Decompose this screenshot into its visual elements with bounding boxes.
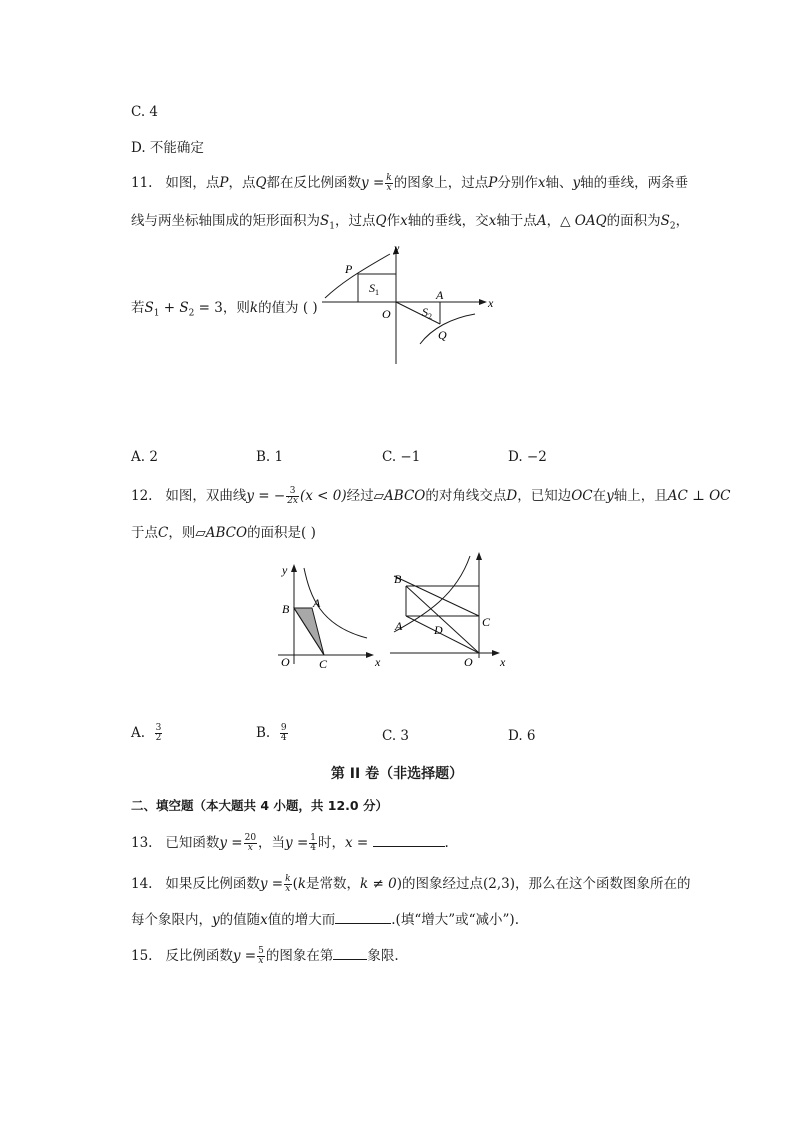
label-d: D [434,623,443,637]
q11-line-3: 若$S_1 + S_2 = 3$，则k的值为 ( ) [131,300,318,319]
label-o: O [382,307,391,321]
q11-option-b: B. 1 [256,449,284,465]
q12-line-1: 12. 如图，双曲线y = − $\frac{3}{2x}$ (x < 0)经过▱ABCO的对角线交点D，已知边OC在y轴上，且AC ⊥ OC [131,486,731,506]
label-o: O [281,655,290,669]
label-a: A [395,619,403,633]
q15-answer-blank[interactable] [333,947,367,960]
q11-line-1: 11. 如图，点P，点Q都在反比例函数y = $\frac{k}{x}$ 的图象上，过点P分别作x轴、y轴的垂线，两条垂 [131,173,689,193]
q12-option-a: A. $\frac{3}{2}$ [131,723,162,743]
part-2-title: 第 II 卷（非选择题） [330,766,464,782]
q11-figure [320,236,510,368]
q12-option-b: B. $\frac{9}{4}$ [256,723,287,743]
x-axis-arrow [492,650,500,656]
label-x: x [488,296,494,310]
y-axis-arrow [476,552,482,560]
q12-figure-right [386,546,521,672]
label-x: x [375,655,381,669]
q11-option-c: C. −1 [382,449,421,465]
label-a: A [313,596,321,610]
q15: 15. 反比例函数y = $\frac{5}{x}$ 的图象在第 象限. [131,946,399,966]
label-y: y [282,563,288,577]
y-axis-arrow [291,564,297,572]
label-c: C [319,657,328,671]
x-axis-arrow [366,652,374,658]
x-axis-arrow [479,299,487,305]
label-o: O [464,655,473,669]
q12-number: 12. [131,488,153,504]
q14-number: 14. [131,876,153,892]
fraction-k-over-x: $\frac{k}{x}$ [386,173,392,193]
q12-option-c: C. 3 [382,728,410,744]
q11-line-2: 线与两坐标轴围成的矩形面积为$S_1$，过点Q作x轴的垂线，交x轴于点A，△ OAQ的面积为$S_2$， [131,213,690,232]
q13-answer-blank[interactable] [373,834,445,847]
option-d-q10: D. 不能确定 [131,140,204,156]
label-y: y [394,241,400,255]
label-c: C [482,615,491,629]
q13-number: 13. [131,835,153,851]
q12-figure-left [272,556,387,672]
label-b: B [282,602,290,616]
q12-line-2: 于点C，则▱ABCO的面积是( ) [131,525,316,541]
q14-line-2: 每个象限内，y的值随x值的增大而 .(填“增大”或“减小”). [131,912,519,928]
q14-line-1: 14. 如果反比例函数y = $\frac{k}{x}$ (k是常数，k ≠ 0)的图象经过点(2,3)，那么在这个函数图象所在的 [131,874,691,894]
label-s2: $S_2$ [422,305,432,321]
q11-option-d: D. −2 [508,449,547,465]
label-p: P [345,262,353,276]
q15-number: 15. [131,948,153,964]
fraction-3-over-2x: $\frac{3}{2x}$ [287,486,299,506]
q13: 13. 已知函数y = $\frac{20}{x}$ ，当y = $\frac{1}{4}$ 时，x = . [131,833,449,853]
section-fill-in-header: 二、填空题（本大题共 4 小题，共 12.0 分） [131,798,388,813]
option-c-q10: C. 4 [131,104,159,120]
label-q: Q [438,328,447,342]
label-b: B [394,572,402,586]
label-a: A [436,288,444,302]
segment-oq [396,302,440,324]
segment-bo [406,586,479,653]
q12-option-d: D. 6 [508,728,536,744]
q14-answer-blank[interactable] [335,911,391,924]
label-s1: $S_1$ [369,281,379,297]
q11-number: 11. [131,175,153,191]
q11-option-a: A. 2 [131,449,158,465]
segment-bc-diagonal [394,576,479,616]
label-x: x [500,655,506,669]
